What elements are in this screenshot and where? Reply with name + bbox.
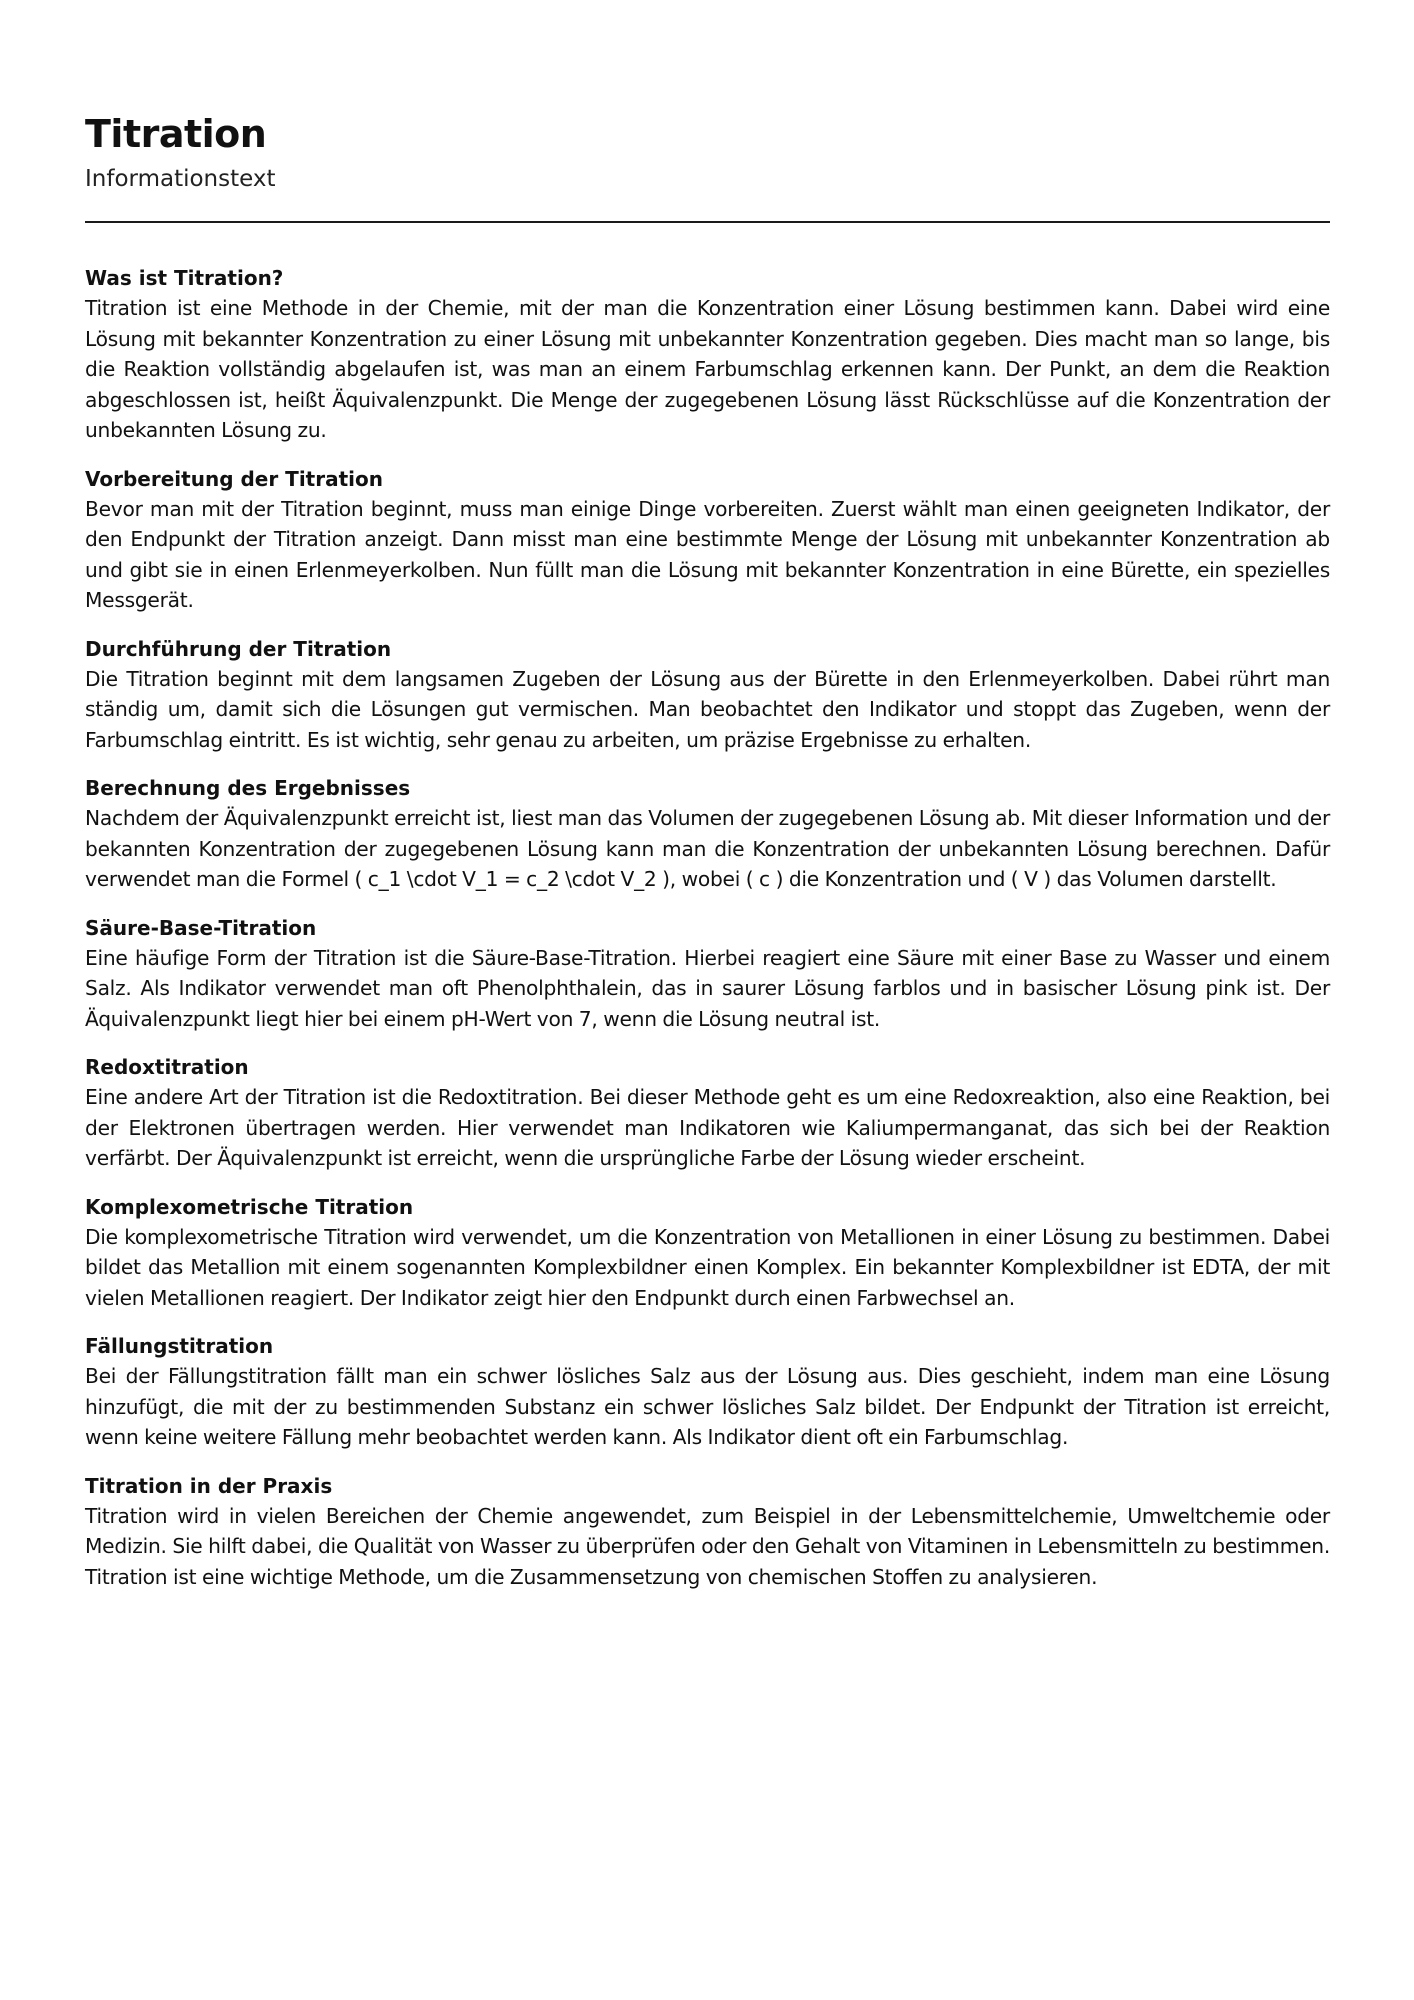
section-durchfuehrung [85, 634, 1330, 756]
section-praxis [85, 1471, 1330, 1593]
sections-container [85, 263, 1330, 1610]
section-komplexometrisch [85, 1192, 1330, 1314]
document-title: Titration [85, 112, 267, 156]
section-heading: Fällungstitration [85, 1334, 274, 1358]
section-was-ist-titration [85, 263, 1330, 446]
section-paragraph: Nachdem der Äquivalenzpunkt erreicht ist, liest man das Volumen der zugegebenen Lösung ab. Mit dieser Information und der bekannten Konzentration der zugegebenen Lösung kann man die Konzentration der unbekannten Lösung berechnen. Dafür verwendet man die Formel ( c_1 \cdot V_1 = c_2 \cdot V_2 ), wobei ( c ) die Konzentration und ( V ) das Volumen darstellt. [85, 806, 1330, 891]
title-divider [85, 221, 1330, 223]
section-heading: Was ist Titration? [85, 266, 284, 290]
section-paragraph: Die Titration beginnt mit dem langsamen Zugeben der Lösung aus der Bürette in den Erlenmeyerkolben. Dabei rührt man ständig um, damit sich die Lösungen gut vermischen. Man beobachtet den Indikator und stoppt das Zugeben, wenn der Farbumschlag eintritt. Es ist wichtig, sehr genau zu arbeiten, um präzise Ergebnisse zu erhalten. [85, 666, 1330, 752]
section-vorbereitung [85, 464, 1330, 616]
section-paragraph: Eine häufige Form der Titration ist die Säure-Base-Titration. Hierbei reagiert eine Säure mit einer Base zu Wasser und einem Salz. Als Indikator verwendet man oft Phenolphthalein, das in saurer Lösung farblos und in basischer Lösung pink ist. Der Äquivalenzpunkt liegt hier bei einem pH-Wert von 7, wenn die Lösung neutral ist. [85, 945, 1330, 1031]
section-paragraph: Titration wird in vielen Bereichen der Chemie angewendet, zum Beispiel in der Lebensmittelchemie, Umweltchemie oder Medizin. Sie hilft dabei, die Qualität von Wasser zu überprüfen oder den Gehalt von Vitaminen in Lebensmitteln zu bestimmen. Titration ist eine wichtige Methode, um die Zusammensetzung von chemischen Stoffen zu analysieren. [85, 1503, 1330, 1589]
section-heading: Komplexometrische Titration [85, 1194, 414, 1219]
section-heading: Säure-Base-Titration [85, 915, 317, 940]
section-saeure-base [85, 913, 1330, 1035]
section-heading: Titration in der Praxis [85, 1473, 333, 1498]
section-heading: Berechnung des Ergebnisses [85, 776, 411, 800]
section-paragraph: Eine andere Art der Titration ist die Redoxtitration. Bei dieser Methode geht es um eine Redoxreaktion, also eine Reaktion, bei der Elektronen übertragen werden. Hier verwendet man Indikatoren wie Kaliumpermanganat, das sich bei der Reaktion verfärbt. Der Äquivalenzpunkt ist erreicht, wenn die ursprüngliche Farbe der Lösung wieder erscheint. [85, 1085, 1330, 1170]
section-heading: Durchführung der Titration [85, 636, 392, 661]
document-subtitle: Informationstext [85, 166, 276, 192]
section-faellungstitration [85, 1331, 1330, 1453]
section-berechnung [85, 773, 1330, 895]
section-heading: Redoxtitration [85, 1055, 249, 1079]
section-heading: Vorbereitung der Titration [85, 466, 383, 491]
section-redoxtitration [85, 1052, 1330, 1174]
section-paragraph: Bevor man mit der Titration beginnt, muss man einige Dinge vorbereiten. Zuerst wählt man einen geeigneten Indikator, der den Endpunkt der Titration anzeigt. Dann misst man eine bestimmte Menge der Lösung mit unbekannter Konzentration ab und gibt sie in einen Erlenmeyerkolben. Nun füllt man die Lösung mit bekannter Konzentration in eine Bürette, ein spezielles Messgerät. [85, 496, 1330, 612]
section-paragraph: Titration ist eine Methode in der Chemie, mit der man die Konzentration einer Lösung bestimmen kann. Dabei wird eine Lösung mit bekannter Konzentration zu einer Lösung mit unbekannter Konzentration gegeben. Dies macht man so lange, bis die Reaktion vollständig abgelaufen ist, was man an einem Farbumschlag erkennen kann. Der Punkt, an dem die Reaktion abgeschlossen ist, heißt Äquivalenzpunkt. Die Menge der zugegebenen Lösung lässt Rückschlüsse auf die Konzentration der unbekannten Lösung zu. [85, 296, 1330, 442]
section-paragraph: Bei der Fällungstitration fällt man ein schwer lösliches Salz aus der Lösung aus. Dies geschieht, indem man eine Lösung hinzufügt, die mit der zu bestimmenden Substanz ein schwer lösliches Salz bildet. Der Endpunkt der Titration ist erreicht, wenn keine weitere Fällung mehr beobachtet werden kann. Als Indikator dient oft ein Farbumschlag. [85, 1364, 1330, 1449]
section-paragraph: Die komplexometrische Titration wird verwendet, um die Konzentration von Metallionen in einer Lösung zu bestimmen. Dabei bildet das Metallion mit einem sogenannten Komplexbildner einen Komplex. Ein bekannter Komplexbildner ist EDTA, der mit vielen Metallionen reagiert. Der Indikator zeigt hier den Endpunkt durch einen Farbwechsel an. [85, 1224, 1330, 1310]
